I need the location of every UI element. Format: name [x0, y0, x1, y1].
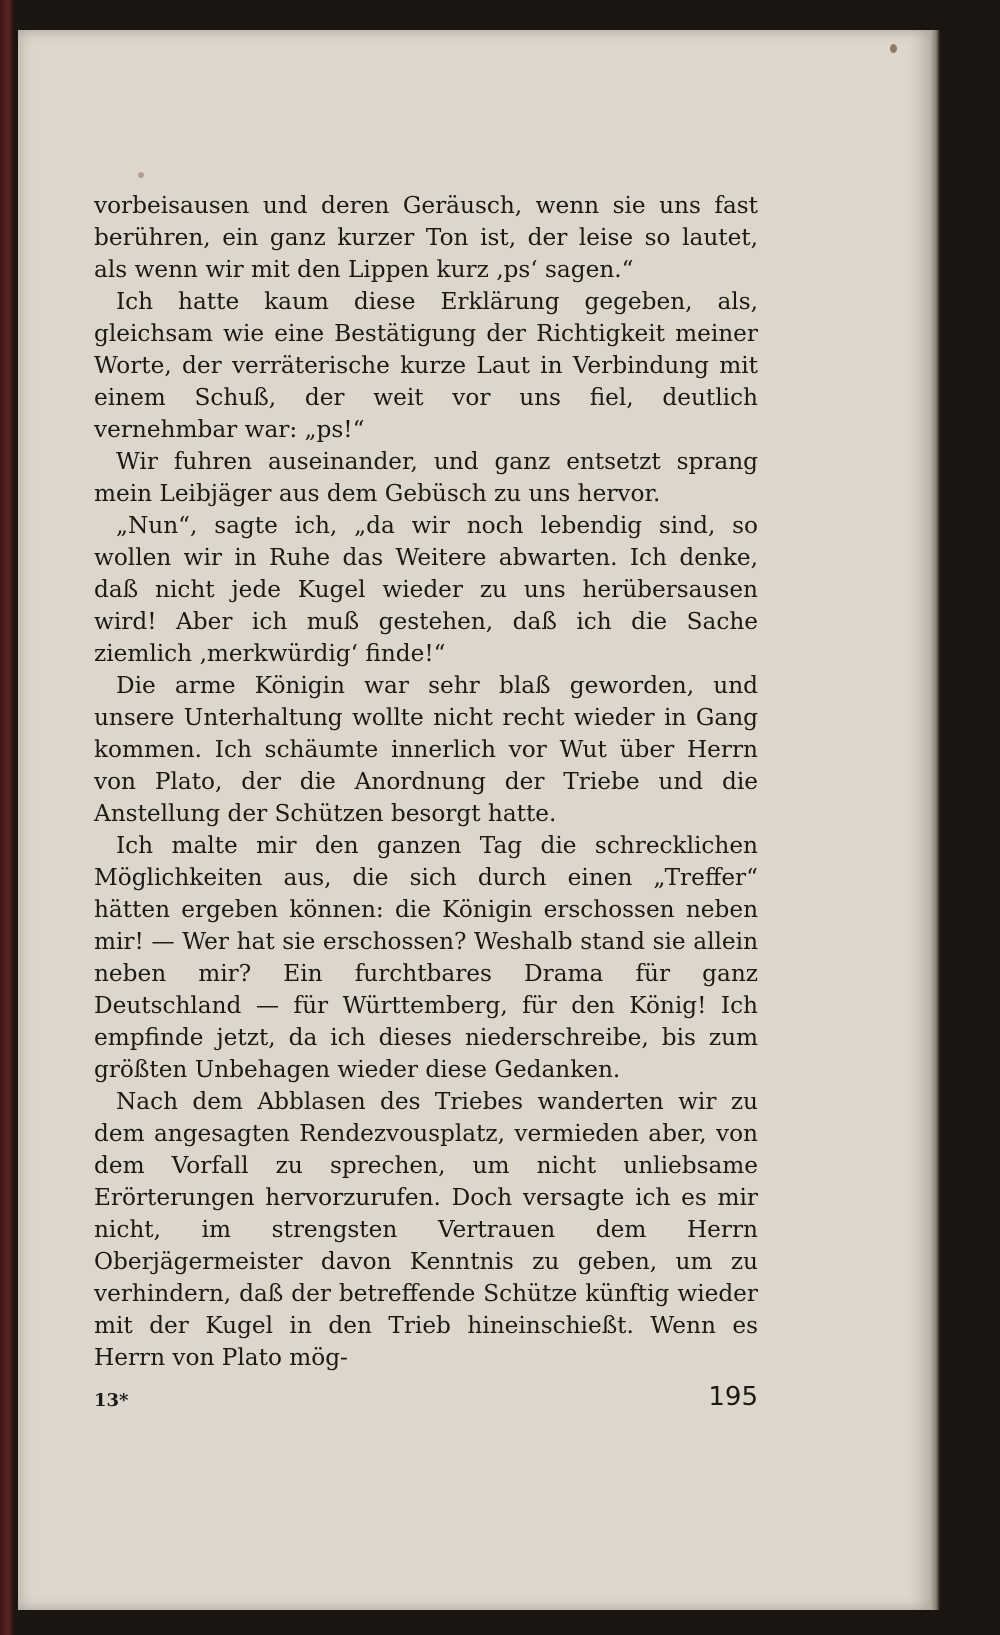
book-page	[18, 30, 930, 1610]
paper-fleck	[890, 44, 897, 53]
paragraph: vorbeisausen und deren Geräusch, wenn sie uns fast berühren, ein ganz kurzer Ton ist, der leise so lautet, als wenn wir mit den Lippen kurz ‚ps‘ sagen.“	[94, 192, 758, 283]
paragraph: „Nun“, sagte ich, „da wir noch lebendig sind, so wollen wir in Ruhe das Weitere abwarten. Ich denke, daß nicht jede Kugel wieder zu uns herübersausen wird! Aber ich muß gestehen, daß ich die Sache ziemlich ‚merkwürdig‘ finde!“	[94, 512, 758, 667]
paragraph: Wir fuhren auseinander, und ganz entsetzt sprang mein Leibjäger aus dem Gebüsch zu uns hervor.	[94, 448, 758, 507]
paper-fleck	[138, 172, 144, 178]
body-text	[94, 190, 758, 1374]
signature-mark: 13*	[94, 1390, 129, 1411]
paragraph: Die arme Königin war sehr blaß geworden, und unsere Unterhaltung wollte nicht recht wieder in Gang kommen. Ich schäumte innerlich vor Wut über Herrn von Plato, der die Anordnung der Triebe und die Anstellung der Schützen besorgt hatte.	[94, 672, 758, 827]
paragraph: Nach dem Abblasen des Triebes wanderten wir zu dem angesagten Rendezvousplatz, vermieden aber, von dem Vorfall zu sprechen, um nicht unliebsame Erörterungen hervorzurufen. Doch versagte ich es mir nicht, im strengsten Vertrauen dem Herrn Oberjägermeister davon Kenntnis zu geben, um zu verhindern, daß der betreffende Schütze künftig wieder mit der Kugel in den Trieb hineinschießt. Wenn es Herrn von Plato mög-	[94, 1088, 758, 1371]
page-footer	[94, 1382, 758, 1414]
book-binding	[0, 0, 14, 1635]
paragraph: Ich hatte kaum diese Erklärung gegeben, als, gleichsam wie eine Bestätigung der Richtigkeit meiner Worte, der verräterische kurze Laut in Verbindung mit einem Schuß, der weit vor uns fiel, deutlich vernehmbar war: „ps!“	[94, 288, 758, 443]
page-number: 195	[708, 1382, 758, 1412]
paragraph: Ich malte mir den ganzen Tag die schrecklichen Möglichkeiten aus, die sich durch einen „Treffer“ hätten ergeben können: die Königin erschossen neben mir! — Wer hat sie erschossen? Weshalb stand sie allein neben mir? Ein furchtbares Drama für ganz Deutschland — für Württemberg, für den König! Ich empfinde jetzt, da ich dieses niederschreibe, bis zum größten Unbehagen wieder diese Gedanken.	[94, 832, 758, 1083]
page-edge	[930, 30, 940, 1610]
